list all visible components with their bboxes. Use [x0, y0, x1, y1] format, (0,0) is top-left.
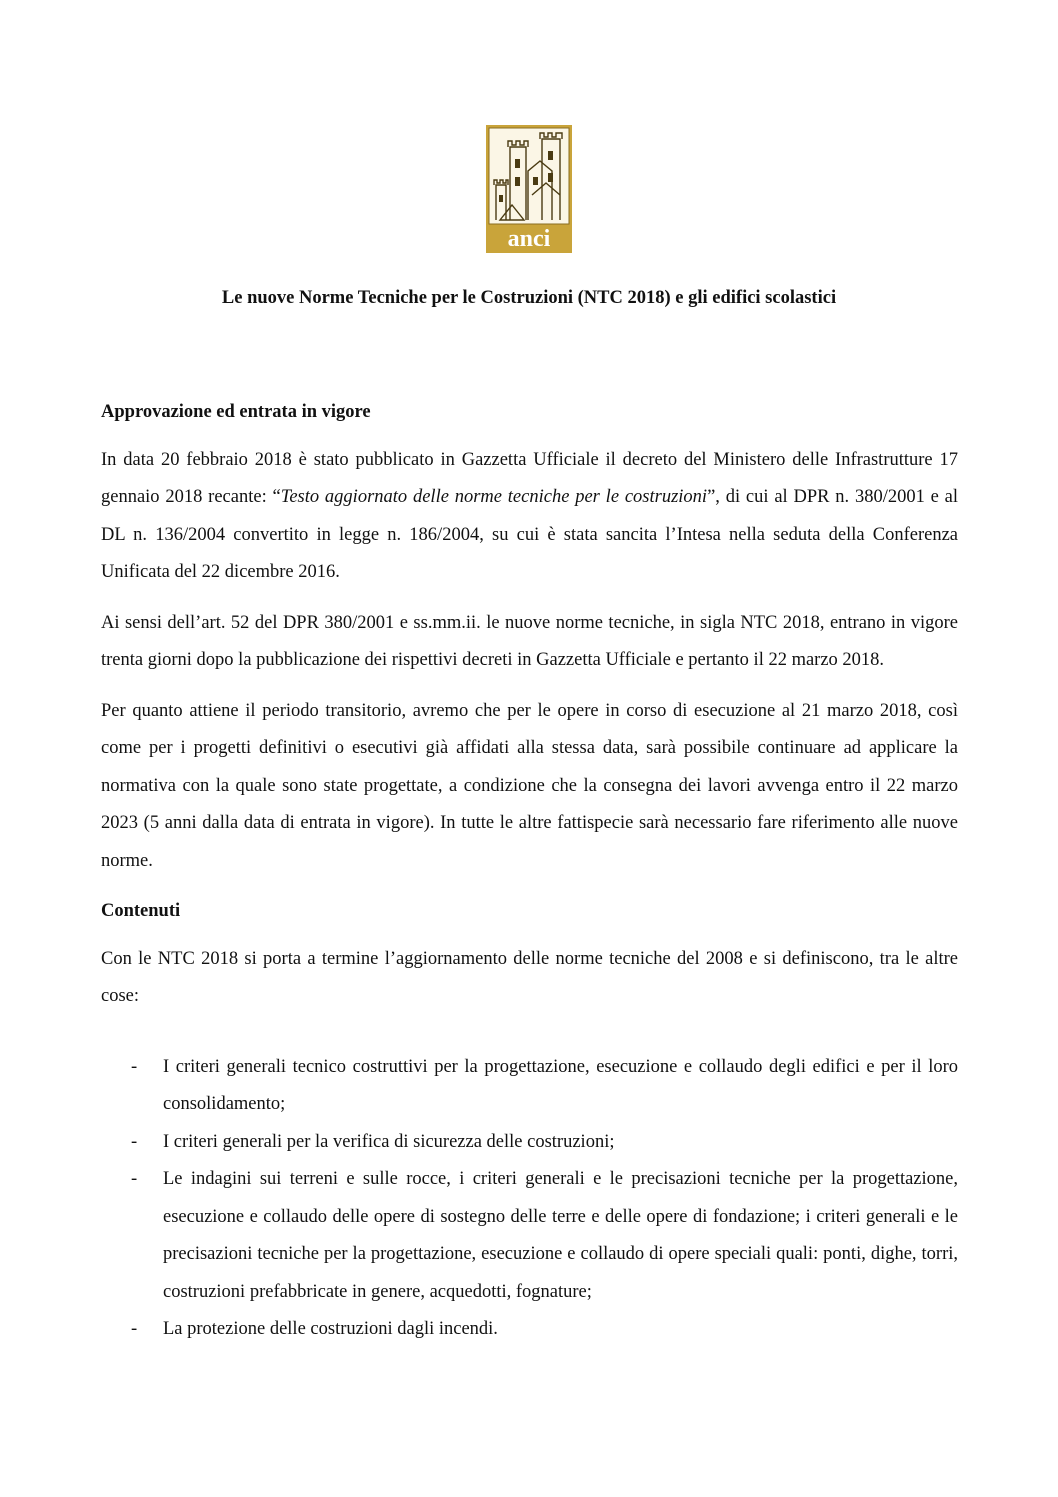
paragraph-1-part-b: ”, di cui al DPR n. 380/2001 e al DL n. 136/2004 convertito in legge n. 186/2004, su cui è stata sancita l’Intesa nella seduta della Conferenza Unificata del 22 dicembre 2016.: [101, 487, 959, 582]
list-item-text: I criteri generali tecnico costruttivi per la progettazione, esecuzione e collaudo degli edifici e per il loro consolidamento;: [163, 1056, 958, 1114]
document-title: Le nuove Norme Tecniche per le Costruzioni (NTC 2018) e gli edifici scolastici: [221, 288, 837, 308]
list-bullet: -: [131, 1131, 138, 1152]
list-item: [101, 1049, 958, 1124]
contents-list: [101, 1049, 958, 1349]
list-item-text: La protezione delle costruzioni dagli incendi.: [163, 1319, 498, 1339]
list-item: [101, 1311, 958, 1349]
list-bullet: -: [131, 1056, 138, 1077]
section-heading-approvazione: Approvazione ed entrata in vigore: [101, 402, 371, 422]
document-body: [101, 394, 958, 1349]
paragraph-intro: Con le NTC 2018 si porta a termine l’aggiornamento delle norme tecniche del 2008 e si definiscono, tra le altre cose:: [101, 948, 958, 1006]
paragraph-1-part-a: In data 20 febbraio 2018 è stato pubblicato in Gazzetta Ufficiale il decreto del Ministero delle Infrastrutture 17 gennaio 2018 recante: “: [101, 449, 958, 507]
list-bullet: -: [131, 1169, 138, 1189]
list-item: [101, 1124, 958, 1162]
paragraph-2: Ai sensi dell’art. 52 del DPR 380/2001 e ss.mm.ii. le nuove norme tecniche, in sigla NTC 2018, entrano in vigore trenta giorni dopo la pubblicazione dei rispettivi decreti in Gazzetta Ufficiale e pertanto il 22 marzo 2018.: [101, 612, 958, 670]
list-item-text: I criteri generali per la verifica di sicurezza delle costruzioni;: [163, 1131, 615, 1152]
anci-logo: [486, 125, 572, 253]
section-heading-contenuti: Contenuti: [101, 901, 181, 921]
list-item: [101, 1161, 958, 1311]
list-item-text: Le indagini sui terreni e sulle rocce, i criteri generali e le precisazioni tecniche per la progettazione, esecuzione e collaudo delle opere di sostegno delle terre e delle opere di fondazione; i criteri generali e le precisazioni tecniche per la progettazione, esecuzione e collaudo di opere speciali quali: ponti, dighe, torri, costruzioni prefabbricate in genere, acquedotti, fognature;: [163, 1169, 958, 1302]
list-bullet: -: [131, 1319, 138, 1339]
paragraph-1: [101, 442, 958, 592]
logo-text: anci: [507, 226, 551, 252]
paragraph-3: Per quanto attiene il periodo transitorio, avremo che per le opere in corso di esecuzione al 21 marzo 2018, così come per i progetti definitivi o esecutivi già affidati alla stessa data, sarà possibile continuare ad applicare la normativa con la quale sono state progettate, a condizione che la consegna dei lavori avvenga entro il 22 marzo 2023 (5 anni dalla data di entrata in vigore). In tutte le altre fattispecie sarà necessario fare riferimento alle nuove norme.: [101, 700, 958, 871]
paragraph-1-italic: Testo aggiornato delle norme tecniche per le costruzioni: [280, 487, 708, 507]
